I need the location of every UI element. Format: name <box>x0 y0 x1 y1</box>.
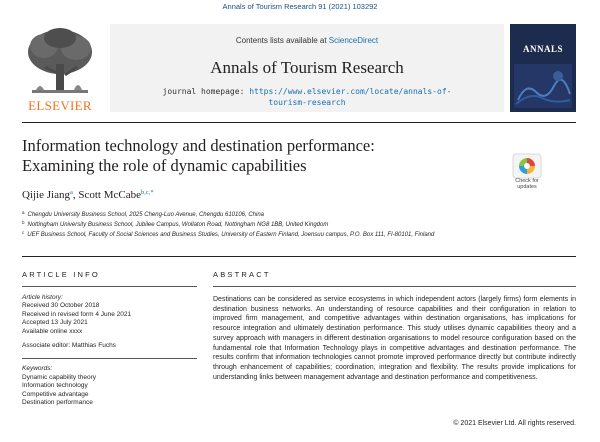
keyword-item: Information technology <box>22 382 88 390</box>
keyword-item: Destination performance <box>22 399 93 407</box>
abstract-text: Destinations can be considered as service ecosystems in which independent actors (largely firms) form elements in destination business networks. An understanding of resource capabilities and their configuration in relation to improved firm management, and competitive advantages within destination organisations, has implications for resource integration and ultimately destination performance. This study utilises dynamic capabilities theory and a survey approach with managers in different destination organisations to model resource configuration based on the fundamental role that Information Technology plays in competitive advantages and destination performance. The results confirm that information technologies cannot promote improved performance directly but contribute indirectly through enhancement of capabilities; coordination, integration and flexibility. The results provide implications for understanding links between management advantage and destination performance and competitiveness. <box>213 296 576 381</box>
article-info-heading: ARTICLE INFO <box>22 270 100 279</box>
elsevier-logo[interactable] <box>22 24 98 114</box>
journal-homepage <box>110 86 504 108</box>
affiliation-item <box>22 220 582 230</box>
title-line-2: Examining the role of dynamic capabilities <box>22 156 307 175</box>
check-for-updates-line1: Check for <box>515 178 539 184</box>
affiliation-text: Chengdu University Business School, 2025 Cheng-Luo Avenue, Chengdu 610106, China <box>27 212 265 218</box>
author-name[interactable]: Qijie Jiang <box>22 189 70 201</box>
history-item: Received in revised form 4 June 2021 <box>22 310 132 318</box>
keywords-rule <box>22 358 197 359</box>
history-item: Accepted 13 July 2021 <box>22 319 88 327</box>
check-for-updates-label[interactable] <box>504 178 550 190</box>
sciencedirect-link[interactable]: ScienceDirect <box>328 36 379 45</box>
affiliations <box>22 210 582 240</box>
abstract-rule <box>213 286 576 287</box>
contents-available <box>110 36 504 45</box>
publisher-name: ELSEVIER <box>28 98 92 113</box>
associate-editor: Associate editor: Matthias Fuchs <box>22 342 116 350</box>
history-item: Received 30 October 2018 <box>22 302 100 310</box>
keyword-item: Competitive advantage <box>22 390 89 398</box>
journal-header <box>110 24 504 112</box>
article-info-rule <box>22 286 197 287</box>
affiliation-mark: c <box>22 230 25 235</box>
title-line-1: Information technology and destination performance: <box>22 136 375 155</box>
affiliations-divider <box>22 256 576 257</box>
affiliation-mark: a <box>22 210 25 215</box>
cover-artwork <box>514 64 572 108</box>
affiliation-text: Nottingham University Business School, Jubilee Campus, Wollaton Road, Nottingham NG8 1BB, United Kingdom <box>27 222 329 228</box>
affiliation-mark: b <box>22 220 25 225</box>
keyword-item: Dynamic capability theory <box>22 373 97 381</box>
abstract-heading: ABSTRACT <box>213 270 271 279</box>
journal-title[interactable]: Annals of Tourism Research <box>210 58 404 77</box>
copyright-notice: © 2021 Elsevier Ltd. All rights reserved. <box>453 420 576 427</box>
check-for-updates-line2: updates <box>517 184 537 190</box>
homepage-url-line1[interactable]: https://www.elsevier.com/locate/annals-of- <box>249 87 452 96</box>
affiliation-item <box>22 230 582 240</box>
cover-title: ANNALS <box>522 44 563 54</box>
homepage-label: journal homepage: <box>162 87 250 96</box>
article-info <box>22 294 197 407</box>
authors: Qijie Jiang$^a$, Scott McCabe$^{b,c,*}$ <box>22 189 154 201</box>
journal-reference[interactable]: Annals of Tourism Research 91 (2021) 103292 <box>222 2 378 11</box>
author-affiliation-mark[interactable]: b,c,* <box>141 189 154 196</box>
contents-prefix: Contents lists available at <box>235 36 329 45</box>
author-name[interactable]: Scott McCabe <box>78 189 141 201</box>
header-divider <box>22 122 576 123</box>
keywords-label: Keywords: <box>22 365 53 373</box>
affiliation-text: UEF Business School, Faculty of Social Sciences and Business Studies, University of Eastern Finland, Joensuu campus, P.O. Box 111, FI-80101, Finland <box>27 232 435 238</box>
article-history-label: Article history: <box>22 294 63 301</box>
history-item: Available online xxxx <box>22 327 83 335</box>
journal-cover-image[interactable] <box>510 24 576 112</box>
homepage-url-line2[interactable]: tourism-research <box>268 98 346 107</box>
author-affiliation-mark[interactable]: a <box>69 189 73 196</box>
article-title <box>22 136 502 176</box>
affiliation-item <box>22 210 582 220</box>
